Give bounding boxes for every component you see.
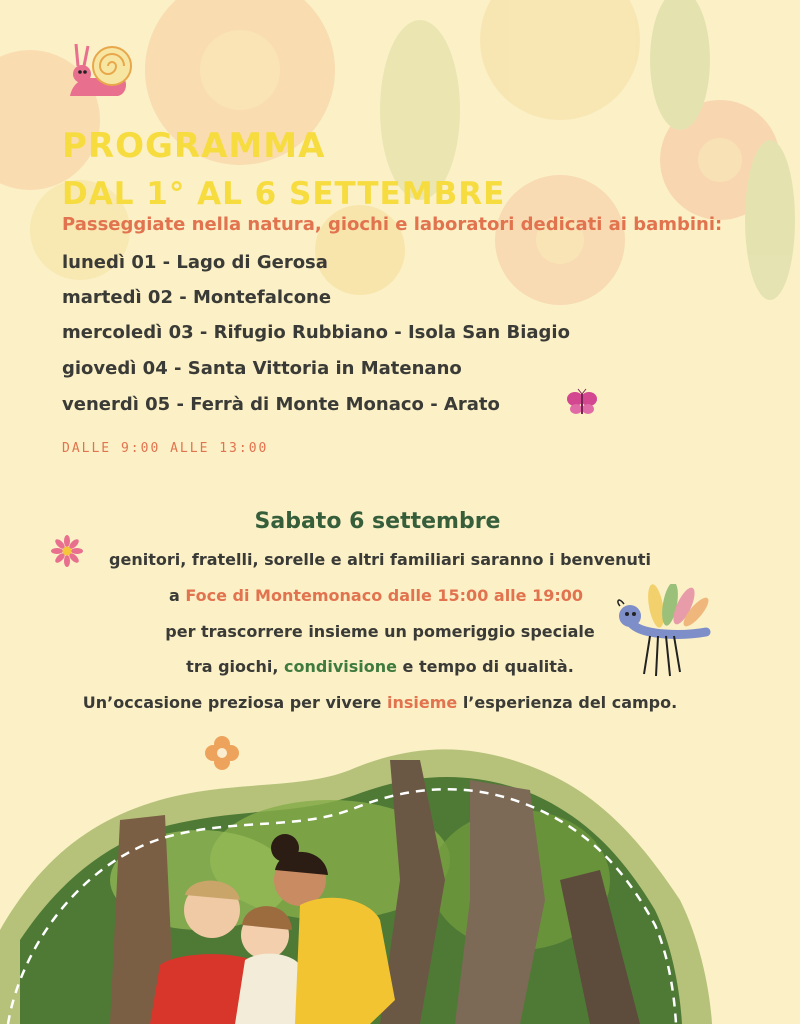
saturday-line-5-suffix: l’esperienza del campo. — [457, 693, 678, 712]
intro-text: Passeggiate nella natura, giochi e laboratori dedicati ai bambini: — [62, 214, 723, 235]
saturday-line-1: genitori, fratelli, sorelle e altri familiari saranno i benvenuti — [109, 550, 651, 569]
day-item: lunedì 01 - Lago di Gerosa — [62, 252, 328, 273]
program-dates: DAL 1° AL 6 SETTEMBRE — [62, 176, 506, 212]
dragonfly-icon — [614, 584, 714, 680]
saturday-line-5-highlight: insieme — [386, 693, 458, 712]
snail-icon — [66, 38, 136, 102]
day-item: giovedì 04 - Santa Vittoria in Matenano — [62, 358, 462, 379]
saturday-title: Sabato 6 settembre — [254, 509, 501, 534]
day-item: martedì 02 - Montefalcone — [62, 287, 332, 308]
butterfly-icon — [566, 388, 598, 418]
saturday-line-3: per trascorrere insieme un pomeriggio speciale — [165, 622, 595, 641]
saturday-line-4-highlight: condivisione — [284, 657, 397, 676]
saturday-line-5-prefix: Un’occasione preziosa per vivere — [82, 693, 387, 712]
day-item: mercoledì 03 - Rifugio Rubbiano - Isola San Biagio — [62, 322, 570, 343]
program-title: PROGRAMMA — [62, 126, 326, 166]
saturday-location-time: Foce di Montemonaco dalle 15:00 alle 19:00 — [185, 586, 584, 605]
saturday-line-4-suffix: e tempo di qualità. — [396, 657, 574, 676]
saturday-line-2-prefix: a — [168, 586, 186, 605]
saturday-line-4-prefix: tra giochi, — [186, 657, 285, 676]
hours-text: DALLE 9:00 ALLE 13:00 — [62, 441, 269, 456]
saturday-line-5 — [0, 693, 760, 712]
orange-flower-icon — [205, 736, 239, 770]
day-item: venerdì 05 - Ferrà di Monte Monaco - Arato — [62, 394, 500, 415]
